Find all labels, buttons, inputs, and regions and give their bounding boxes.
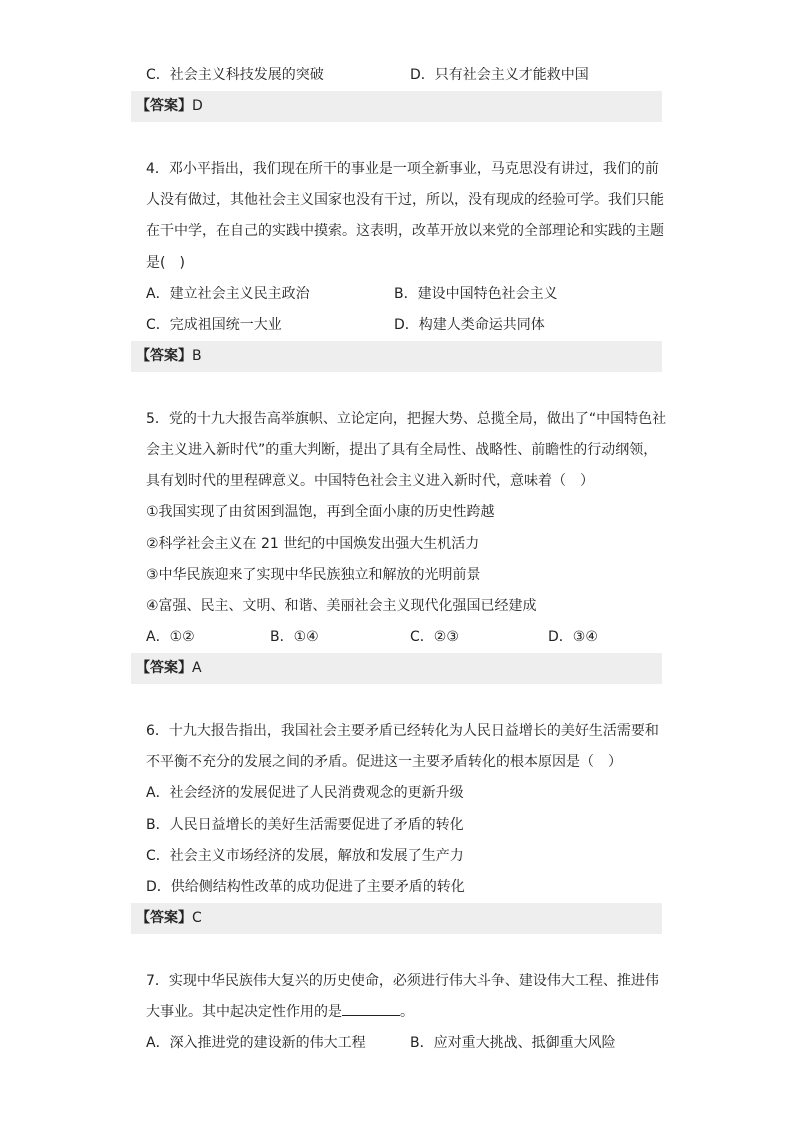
q4-answer-label: 【答案】 <box>136 348 192 364</box>
q5-item-1: ①我国实现了由贫困到温饱，再到全面小康的历史性跨越 <box>146 504 495 520</box>
q7-options-row <box>146 1031 666 1055</box>
q7-stem-line-2 <box>146 1000 666 1024</box>
q7-stem-line-2-end: 。 <box>400 1004 414 1020</box>
q4-options-row-1 <box>146 282 666 306</box>
q5-item-3: ③中华民族迎来了实现中华民族独立和解放的光明前景 <box>146 567 481 583</box>
q5-stem-line-1: 5．党的十九大报告高举旗帜、立论定向，把握大势、总揽全局，做出了“中国特色社 <box>146 411 667 427</box>
q4-stem-line-1: 4．邓小平指出，我们现在所干的事业是一项全新事业，马克思没有讲过，我们的前 <box>146 161 659 177</box>
q3-answer-label: 【答案】 <box>136 98 192 114</box>
q3-answer-value: D <box>192 98 203 114</box>
q7-stem-line-1: 7．实现中华民族伟大复兴的历史使命，必须进行伟大斗争、建设伟大工程、推进伟 <box>146 973 659 989</box>
q6-option-c: C．社会主义市场经济的发展，解放和发展了生产力 <box>146 848 464 864</box>
q4-option-a: A．建立社会主义民主政治 <box>146 286 310 302</box>
q3-options-row <box>146 63 666 87</box>
q6-stem-line-1: 6．十九大报告指出，我国社会主要矛盾已经转化为人民日益增长的美好生活需要和 <box>146 723 659 739</box>
q4-option-d: D．构建人类命运共同体 <box>394 317 545 333</box>
q7-option-b: B．应对重大挑战、抵御重大风险 <box>410 1035 616 1051</box>
q5-option-c: C．②③ <box>410 629 459 645</box>
q6-stem-line-2: 不平衡不充分的发展之间的矛盾。促进这一主要矛盾转化的根本原因是（ ） <box>146 754 622 770</box>
q7-answer-blank <box>342 1001 400 1016</box>
q6-answer-label: 【答案】 <box>136 910 192 926</box>
q4-options-row-2 <box>146 313 666 337</box>
q6-answer-value: C <box>192 910 202 926</box>
q4-option-b: B．建设中国特色社会主义 <box>394 286 558 302</box>
q4-answer-value: B <box>192 348 202 364</box>
q5-answer-value: A <box>192 660 202 676</box>
q5-item-4: ④富强、民主、文明、和谐、美丽社会主义现代化强国已经建成 <box>146 598 537 614</box>
q4-option-c: C．完成祖国统一大业 <box>146 317 282 333</box>
q3-answer-bar <box>131 91 662 122</box>
q5-option-a: A．①② <box>146 629 195 645</box>
q4-stem-line-4: 是( ) <box>146 255 185 271</box>
q5-option-b: B．①④ <box>270 629 319 645</box>
q7-option-a: A．深入推进党的建设新的伟大工程 <box>146 1035 366 1051</box>
q3-option-c: C．社会主义科技发展的突破 <box>146 67 324 83</box>
q7-stem-line-2-text: 大事业。其中起决定性作用的是 <box>146 1004 342 1020</box>
q5-answer-bar <box>131 653 662 684</box>
q5-options-row <box>146 625 666 649</box>
q5-stem-line-2: 会主义进入新时代”的重大判断，提出了具有全局性、战略性、前瞻性的行动纲领， <box>146 442 658 458</box>
q3-option-d: D．只有社会主义才能救中国 <box>410 67 589 83</box>
q4-stem-line-3: 在干中学，在自己的实践中摸索。这表明，改革开放以来党的全部理论和实践的主题 <box>146 223 664 239</box>
q4-stem-line-2: 人没有做过，其他社会主义国家也没有干过，所以，没有现成的经验可学。我们只能 <box>146 192 664 208</box>
q6-option-d: D．供给侧结构性改革的成功促进了主要矛盾的转化 <box>146 879 465 895</box>
q5-stem-line-3: 具有划时代的里程碑意义。中国特色社会主义进入新时代，意味着（ ） <box>146 473 594 489</box>
q6-option-b: B．人民日益增长的美好生活需要促进了矛盾的转化 <box>146 817 464 833</box>
q6-option-a: A．社会经济的发展促进了人民消费观念的更新升级 <box>146 785 464 801</box>
q5-option-d: D．③④ <box>548 629 598 645</box>
q5-item-2: ②科学社会主义在 21 世纪的中国焕发出强大生机活力 <box>146 536 480 552</box>
q5-answer-label: 【答案】 <box>136 660 192 676</box>
q6-answer-bar <box>131 903 662 934</box>
q4-answer-bar <box>131 341 662 372</box>
